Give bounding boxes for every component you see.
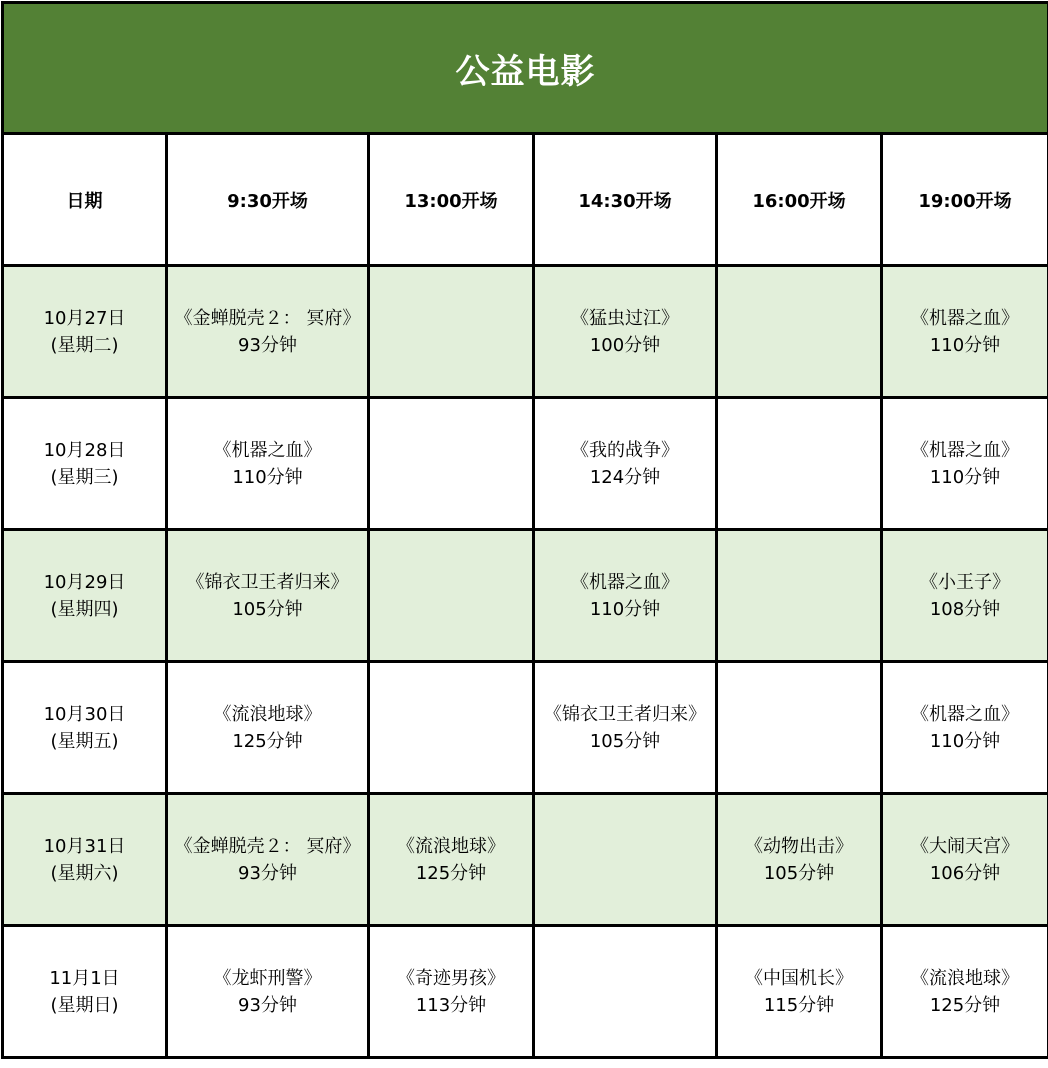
screening-cell bbox=[369, 926, 534, 1058]
screening-cell bbox=[534, 266, 717, 398]
film-title: 《机器之血》 bbox=[168, 437, 367, 464]
screening-cell bbox=[882, 398, 1048, 530]
film-title: 《锦衣卫王者归来》 bbox=[168, 569, 367, 596]
header-slot-1300: 13:00开场 bbox=[369, 134, 534, 266]
film-duration: 113分钟 bbox=[370, 992, 532, 1019]
film-duration: 105分钟 bbox=[535, 728, 715, 755]
date-label: 10月31日 bbox=[4, 833, 165, 860]
schedule-table bbox=[1, 1, 1048, 1059]
film-title: 《流浪地球》 bbox=[370, 833, 532, 860]
screening-cell bbox=[717, 926, 882, 1058]
empty-cell bbox=[534, 926, 717, 1058]
film-duration: 93分钟 bbox=[168, 332, 367, 359]
film-title: 《金蝉脱壳２： 冥府》 bbox=[168, 833, 367, 860]
film-duration: 115分钟 bbox=[718, 992, 880, 1019]
empty-cell bbox=[369, 530, 534, 662]
header-row bbox=[3, 134, 1048, 266]
screening-cell bbox=[534, 530, 717, 662]
film-duration: 108分钟 bbox=[883, 596, 1047, 623]
date-cell bbox=[3, 266, 167, 398]
empty-cell bbox=[717, 530, 882, 662]
header-slot-1430: 14:30开场 bbox=[534, 134, 717, 266]
date-cell bbox=[3, 794, 167, 926]
weekday-label: (星期六) bbox=[4, 860, 165, 887]
date-cell bbox=[3, 926, 167, 1058]
screening-cell bbox=[534, 398, 717, 530]
film-duration: 106分钟 bbox=[883, 860, 1047, 887]
screening-cell bbox=[717, 794, 882, 926]
empty-cell bbox=[369, 398, 534, 530]
empty-cell bbox=[717, 266, 882, 398]
film-title: 《机器之血》 bbox=[535, 569, 715, 596]
screening-cell bbox=[534, 662, 717, 794]
film-title: 《动物出击》 bbox=[718, 833, 880, 860]
screening-cell bbox=[167, 662, 369, 794]
film-title: 《小王子》 bbox=[883, 569, 1047, 596]
empty-cell bbox=[717, 398, 882, 530]
screening-cell bbox=[882, 926, 1048, 1058]
film-title: 《流浪地球》 bbox=[168, 701, 367, 728]
date-label: 10月28日 bbox=[4, 437, 165, 464]
screening-cell bbox=[369, 794, 534, 926]
empty-cell bbox=[534, 794, 717, 926]
film-title: 《大闹天宫》 bbox=[883, 833, 1047, 860]
film-duration: 105分钟 bbox=[718, 860, 880, 887]
header-slot-0930: 9:30开场 bbox=[167, 134, 369, 266]
film-title: 《流浪地球》 bbox=[883, 965, 1047, 992]
table-row bbox=[3, 794, 1048, 926]
weekday-label: (星期五) bbox=[4, 728, 165, 755]
film-duration: 124分钟 bbox=[535, 464, 715, 491]
film-duration: 110分钟 bbox=[883, 464, 1047, 491]
screening-cell bbox=[167, 530, 369, 662]
date-cell bbox=[3, 398, 167, 530]
table-row bbox=[3, 398, 1048, 530]
date-label: 10月29日 bbox=[4, 569, 165, 596]
film-duration: 93分钟 bbox=[168, 992, 367, 1019]
film-duration: 110分钟 bbox=[883, 728, 1047, 755]
film-title: 《龙虾刑警》 bbox=[168, 965, 367, 992]
screening-cell bbox=[167, 398, 369, 530]
film-title: 《锦衣卫王者归来》 bbox=[535, 701, 715, 728]
title-row bbox=[3, 3, 1048, 134]
screening-cell bbox=[882, 794, 1048, 926]
weekday-label: (星期二) bbox=[4, 332, 165, 359]
empty-cell bbox=[369, 662, 534, 794]
film-duration: 110分钟 bbox=[883, 332, 1047, 359]
film-duration: 100分钟 bbox=[535, 332, 715, 359]
schedule-sheet bbox=[0, 1, 1048, 1068]
film-title: 《机器之血》 bbox=[883, 437, 1047, 464]
weekday-label: (星期三) bbox=[4, 464, 165, 491]
empty-cell bbox=[369, 266, 534, 398]
schedule-rows bbox=[3, 266, 1048, 1058]
page-title: 公益电影 bbox=[3, 3, 1048, 134]
film-title: 《机器之血》 bbox=[883, 305, 1047, 332]
table-row bbox=[3, 266, 1048, 398]
header-slot-1600: 16:00开场 bbox=[717, 134, 882, 266]
film-title: 《猛虫过江》 bbox=[535, 305, 715, 332]
table-row bbox=[3, 662, 1048, 794]
film-title: 《金蝉脱壳２： 冥府》 bbox=[168, 305, 367, 332]
date-label: 10月30日 bbox=[4, 701, 165, 728]
empty-cell bbox=[717, 662, 882, 794]
film-duration: 125分钟 bbox=[168, 728, 367, 755]
screening-cell bbox=[882, 266, 1048, 398]
date-label: 11月1日 bbox=[4, 965, 165, 992]
screening-cell bbox=[882, 530, 1048, 662]
header-slot-1900: 19:00开场 bbox=[882, 134, 1048, 266]
date-cell bbox=[3, 662, 167, 794]
film-title: 《我的战争》 bbox=[535, 437, 715, 464]
date-label: 10月27日 bbox=[4, 305, 165, 332]
film-duration: 105分钟 bbox=[168, 596, 367, 623]
weekday-label: (星期四) bbox=[4, 596, 165, 623]
screening-cell bbox=[167, 794, 369, 926]
header-date: 日期 bbox=[3, 134, 167, 266]
film-title: 《奇迹男孩》 bbox=[370, 965, 532, 992]
film-title: 《中国机长》 bbox=[718, 965, 880, 992]
film-title: 《机器之血》 bbox=[883, 701, 1047, 728]
weekday-label: (星期日) bbox=[4, 992, 165, 1019]
screening-cell bbox=[882, 662, 1048, 794]
film-duration: 110分钟 bbox=[168, 464, 367, 491]
film-duration: 125分钟 bbox=[883, 992, 1047, 1019]
film-duration: 110分钟 bbox=[535, 596, 715, 623]
date-cell bbox=[3, 530, 167, 662]
table-row bbox=[3, 530, 1048, 662]
film-duration: 125分钟 bbox=[370, 860, 532, 887]
screening-cell bbox=[167, 266, 369, 398]
screening-cell bbox=[167, 926, 369, 1058]
table-row bbox=[3, 926, 1048, 1058]
film-duration: 93分钟 bbox=[168, 860, 367, 887]
